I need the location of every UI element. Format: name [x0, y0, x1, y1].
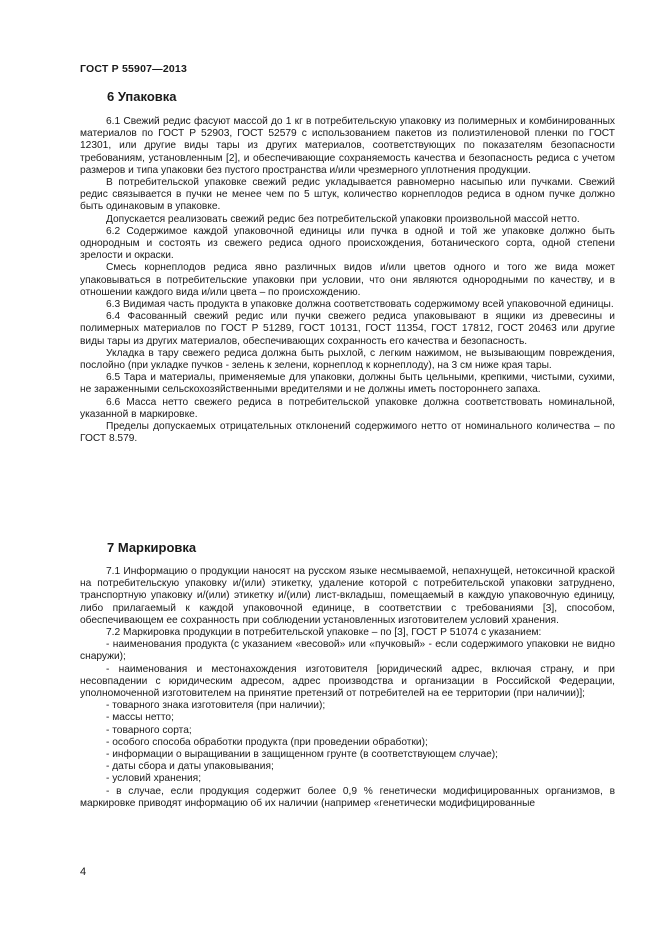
section-6-body	[80, 116, 615, 445]
paragraph-6-1-packing: В потребительской упаковке свежий редис укладывается равномерно насыпью или пучками. Свежий редис связывается в пучки не менее чем по 5 штук, количество корнеплодов редиса в одном пучке должно быть одинаковым в упаковке.	[80, 177, 615, 213]
list-item: - наименования и местонахождения изготовителя [юридический адрес, включая страну, и при несовпадении с юридическим адресом, адрес производства и организации в Российской Федерации, уполномоченной изготовителем на принятие претензий от потребителей на ее территории (при наличии)];	[80, 663, 615, 700]
list-item: - даты сбора и даты упаковывания;	[106, 761, 274, 773]
list-item: - условий хранения;	[106, 773, 202, 785]
paragraph-6-4: 6.4 Фасованный свежий редис или пучки свежего редиса упаковывают в ящики из древесины и полимерных материалов по ГОСТ Р 51289, ГОСТ 10131, ГОСТ 11354, ГОСТ 17812, ГОСТ 20463 или другие виды тары из других материалов, обеспечивающих сохранность его качества и безопасность.	[80, 311, 615, 347]
list-item: - наименования продукта (с указанием «весовой» или «пучковый» - если содержимого упаковки не видно снаружи);	[80, 639, 615, 663]
list-item: - товарного знака изготовителя (при наличии);	[106, 700, 326, 712]
paragraph-6-2: 6.2 Содержимое каждой упаковочной единицы или пучка в одной и той же упаковке должно быть однородным и состоять из свежего редиса одного происхождения, ботанического сорта, одной степени зрелости и окраски.	[80, 225, 615, 262]
paragraph-7-1: 7.1 Информацию о продукции наносят на русском языке несмываемой, непахнущей, нетоксичной краской на потребительскую упаковку и/(или) этикетку, удаление которой с потребительской упаковки затруднено, транспортную упаковку и/(или) этикетку и/(или) лист-вкладыш, помещаемый в каждую упаковочную единицу, либо прилагаемый к каждой упаковочной единице, в соответствии с требованиями [3], способом, обеспечивающем ее сохранность при соблюдении установленных изготовителем условий хранения.	[80, 566, 615, 626]
paragraph-6-2-mix: Смесь корнеплодов редиса явно различных видов и/или цветов одного и того же вида может упаковываться в потребительские упаковки при условии, что они являются однородными по качеству, и в отношении каждого вида и/или цвета – по происхождению.	[80, 262, 615, 298]
list-item: - массы нетто;	[106, 712, 174, 724]
section-7-title: 7 Маркировка	[107, 540, 197, 555]
paragraph-6-5: 6.5 Тара и материалы, применяемые для упаковки, должны быть цельными, крепкими, чистыми, сухими, не зараженными сельскохозяйственными вредителями и не должны иметь постороннего запаха.	[80, 372, 615, 396]
section-7-body	[80, 566, 615, 810]
section-6-title: 6 Упаковка	[107, 89, 177, 104]
paragraph-6-1-no-package: Допускается реализовать свежий редис без потребительской упаковки произвольной массой нетто.	[106, 213, 580, 225]
list-item: - особого способа обработки продукта (при проведении обработки);	[106, 736, 428, 748]
list-item: - информации о выращивании в защищенном грунте (в соответствующем случае);	[106, 749, 499, 761]
document-header: ГОСТ Р 55907—2013	[80, 63, 188, 75]
paragraph-6-6: 6.6 Масса нетто свежего редиса в потребительской упаковке должна соответствовать номинальной, указанной в маркировке.	[80, 396, 615, 420]
list-item: - в случае, если продукция содержит более 0,9 % генетически модифицированных организмов, в маркировке приводят информацию об их наличии (например «генетически модифицированные	[80, 785, 615, 809]
list-item: - товарного сорта;	[106, 724, 192, 736]
paragraph-6-4-laying: Укладка в тару свежего редиса должна быть рыхлой, с легким нажимом, не вызывающим повреждения, послойно (при укладке пучков - зелень к зелени, корнеплод к корнеплоду), на 3 см ниже края тары.	[80, 347, 615, 372]
paragraph-6-6-limits: Пределы допускаемых отрицательных отклонений содержимого нетто от номинального количества – по ГОСТ 8.579.	[80, 421, 615, 445]
paragraph-7-2: 7.2 Маркировка продукции в потребительской упаковке – по [3], ГОСТ Р 51074 с указанием:	[106, 627, 542, 639]
paragraph-6-1: 6.1 Свежий редис фасуют массой до 1 кг в потребительскую упаковку из полимерных и комбинированных материалов по ГОСТ Р 52903, ГОСТ 52579 с использованием пакетов из полиэтиленовой пленки по ГОСТ 12301, или другие виды тары из других материалов, соответствующих по показателям безопасности требованиям, установленным [2], и обеспечивающие сохраняемость качества и безопасность редиса с учетом размеров и типа упаковки без пустого пространства и/или чрезмерного уплотнения продукции.	[80, 116, 615, 176]
paragraph-6-3: 6.3 Видимая часть продукта в упаковке должна соответствовать содержимому всей упаковочной единицы.	[106, 299, 614, 311]
page-number: 4	[80, 866, 87, 878]
